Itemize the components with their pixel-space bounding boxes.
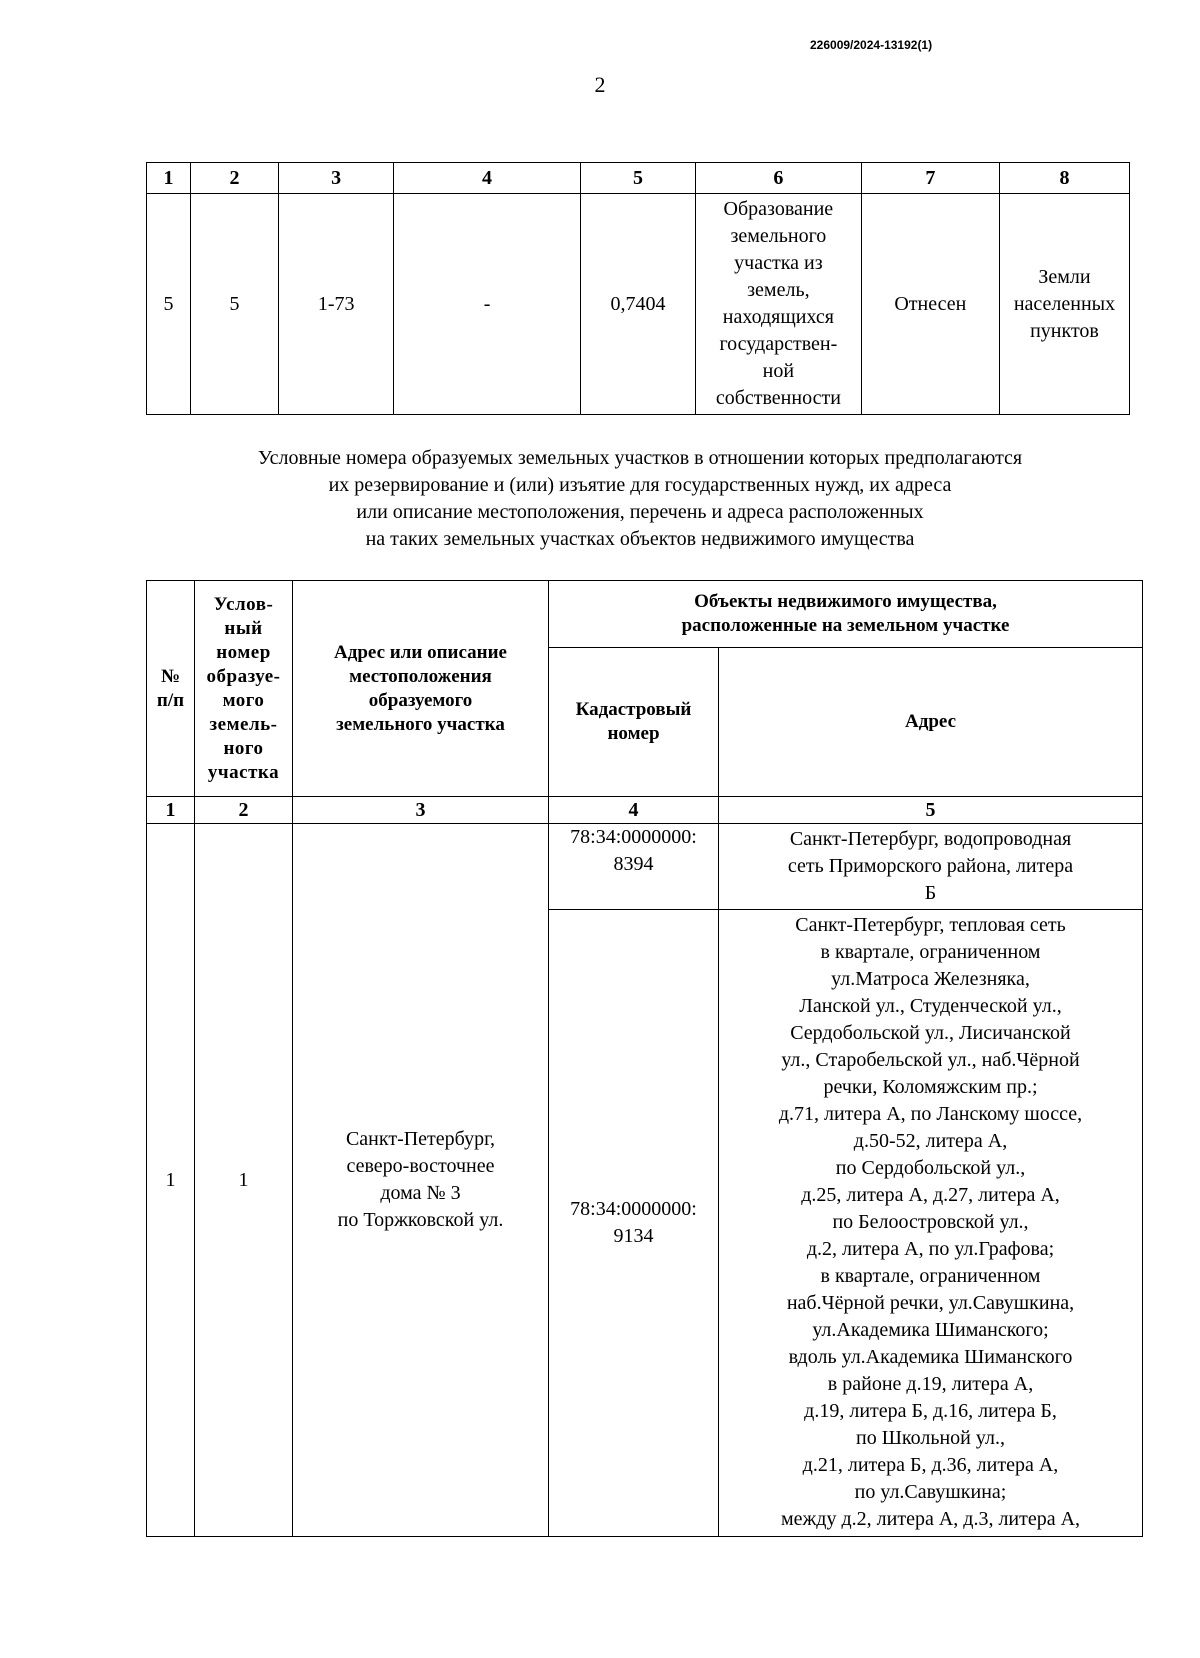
text-line: населенных	[1013, 292, 1116, 315]
text-line: д.2, литера А, по ул.Графова;	[806, 1238, 1055, 1260]
table1-col-5: 5	[580, 163, 695, 194]
text-line: земель-	[209, 713, 278, 735]
text-line: д.25, литера А, д.27, литера А,	[801, 1184, 1060, 1206]
text-line: Кадастровый	[575, 699, 692, 720]
table1-cell-6	[696, 194, 862, 415]
title-line: их резервирование и (или) изъятие для государственных нужд, их адреса	[328, 474, 952, 496]
table2-column-numbers	[147, 797, 1143, 824]
text-line: собственности	[715, 387, 841, 409]
table1-cell-3: 1-73	[279, 194, 394, 415]
text-line: находящихся	[722, 306, 834, 328]
text-line: сеть Приморского района, литера	[787, 855, 1074, 877]
land-plot-table	[146, 162, 1130, 415]
text-line: образуемого	[368, 689, 473, 711]
text-line: образуе-	[206, 665, 281, 687]
text-line: мого	[222, 689, 265, 711]
entry-location	[293, 824, 549, 1537]
text-line: по ул.Савушкина;	[854, 1481, 1007, 1503]
text-line: 9134	[613, 1225, 654, 1247]
text-line: по Сердобольской ул.,	[835, 1157, 1026, 1179]
text-line: вдоль ул.Академика Шиманского	[788, 1346, 1073, 1368]
num-header	[147, 581, 195, 797]
table1-cell-4: -	[394, 194, 581, 415]
table1-header-row	[147, 163, 1130, 194]
text-line: Услов-	[213, 593, 274, 615]
conditional-number-header	[195, 581, 293, 797]
text-line: в районе д.19, литера А,	[827, 1373, 1034, 1395]
text-line: Образование	[723, 198, 834, 220]
text-line: 8394	[613, 853, 654, 875]
text-line: земельного	[730, 225, 827, 247]
text-line: Объекты недвижимого имущества,	[694, 591, 997, 612]
text-line: Ланской ул., Студенческой ул.,	[799, 995, 1062, 1017]
text-line: ный	[224, 617, 263, 639]
text-line: номер	[607, 723, 660, 744]
table1-col-7: 7	[861, 163, 999, 194]
text-line: расположенные на земельном участке	[681, 615, 1010, 636]
text-line: ул.Матроса Железняка,	[831, 968, 1030, 990]
table2-header-row-1	[147, 581, 1143, 648]
text-line: ул.Академика Шиманского;	[812, 1319, 1049, 1341]
text-line: д.50-52, литера А,	[853, 1130, 1008, 1152]
text-line: 78:34:0000000:	[570, 1198, 697, 1220]
text-line: по Торжковской ул.	[337, 1209, 504, 1231]
text-line: местоположения	[349, 665, 492, 687]
objects-header	[549, 581, 1143, 648]
document-number: 226009/2024-13192(1)	[810, 38, 933, 52]
cadastral-number-header	[549, 648, 719, 797]
page-number: 2	[594, 72, 606, 97]
entry-conditional-number: 1	[195, 824, 293, 1537]
table1-cell-2: 5	[191, 194, 279, 415]
section-title	[150, 445, 1130, 553]
object-address-cell	[719, 910, 1143, 1537]
table1-col-1: 1	[147, 163, 191, 194]
text-line: земельного участка	[336, 713, 505, 735]
text-line: пунктов	[1030, 319, 1099, 342]
title-line: или описание местоположения, перечень и адреса расположенных	[356, 501, 924, 523]
text-line: д.71, литера А, по Ланскому шоссе,	[778, 1103, 1083, 1125]
text-line: по Белоостровской ул.,	[832, 1211, 1029, 1233]
title-line: на таких земельных участках объектов недвижимого имущества	[365, 528, 915, 550]
col-number: 3	[293, 797, 549, 824]
text-line: ул., Старобельской ул., наб.Чёрной	[781, 1049, 1080, 1071]
col-number: 5	[719, 797, 1143, 824]
table1-col-3: 3	[279, 163, 394, 194]
text-line: Санкт-Петербург, водопроводная	[789, 828, 1072, 850]
text-line: участка из	[734, 252, 823, 274]
text-line: по Школьной ул.,	[856, 1427, 1005, 1449]
real-estate-objects-table	[146, 580, 1143, 1537]
text-line: Адрес или описание	[334, 641, 507, 663]
text-line: в квартале, ограниченном	[820, 1265, 1041, 1287]
table1-col-2: 2	[191, 163, 279, 194]
text-line: северо-восточнее	[346, 1155, 495, 1177]
text-line: д.21, литера Б, д.36, литера А,	[802, 1454, 1059, 1476]
table-row	[147, 824, 1143, 910]
cadastral-number-cell	[549, 824, 719, 910]
col-number: 1	[147, 797, 195, 824]
table1-col-4: 4	[394, 163, 581, 194]
object-address-cell	[719, 824, 1143, 910]
text-line: Санкт-Петербург, тепловая сеть	[795, 914, 1066, 936]
table1-cell-8	[999, 194, 1129, 415]
table1-col-8: 8	[999, 163, 1129, 194]
text-line: п/п	[156, 689, 185, 711]
text-line: номер	[216, 641, 271, 663]
text-line: участка	[207, 761, 280, 783]
text-line: ной	[762, 360, 795, 382]
text-line: Сердобольской ул., Лисичанской	[790, 1022, 1071, 1044]
text-line: д.19, литера Б, д.16, литера Б,	[804, 1400, 1057, 1422]
table1-cell-5: 0,7404	[580, 194, 695, 415]
col-number: 2	[195, 797, 293, 824]
address-header: Адрес	[719, 648, 1143, 797]
location-header	[293, 581, 549, 797]
text-line: ного	[223, 737, 264, 759]
text-line: речки, Коломяжским пр.;	[823, 1076, 1038, 1098]
table-row	[147, 194, 1130, 415]
col-number: 4	[549, 797, 719, 824]
text-line: №	[160, 665, 181, 687]
text-line: Б	[924, 882, 937, 904]
table1-cell-1: 5	[147, 194, 191, 415]
text-line: дома № 3	[380, 1182, 461, 1204]
entry-num: 1	[147, 824, 195, 1537]
text-line: 78:34:0000000:	[570, 826, 697, 848]
text-line: земель,	[747, 279, 810, 301]
text-line: наб.Чёрной речки, ул.Савушкина,	[786, 1292, 1075, 1314]
table1-col-6: 6	[696, 163, 862, 194]
text-line: государствен-	[719, 333, 838, 355]
cadastral-number-cell	[549, 910, 719, 1537]
text-line: между д.2, литера А, д.3, литера А,	[780, 1508, 1081, 1530]
table1-cell-7: Отнесен	[861, 194, 999, 415]
title-line: Условные номера образуемых земельных участков в отношении которых предполагаются	[257, 447, 1023, 469]
text-line: в квартале, ограниченном	[820, 941, 1041, 963]
text-line: Земли	[1038, 265, 1091, 288]
text-line: Санкт-Петербург,	[345, 1128, 496, 1150]
